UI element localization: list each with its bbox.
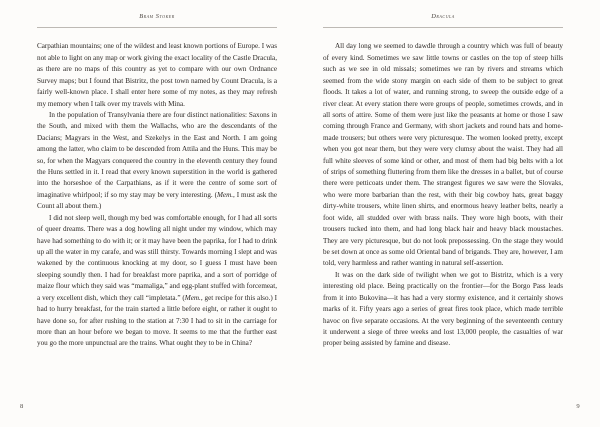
- paragraph: All day long we seemed to dawdle through a country which was full of beauty of every kind. Sometimes we saw little towns or castles on the top of steep hills such as we see in old missals; sometimes we ran by rivers and streams which seemed from the wide stony margin on each side of them to be subject to great floods. It takes a lot of water, and running strong, to sweep the outside edge of a river clear. At every station there were groups of people, sometimes crowds, and in all sorts of attire. Some of them were just like the peasants at home or those I saw coming through France and Germany, with short jackets and round hats and home-made trousers; but others were very picturesque. The women looked pretty, except when you got near them, but they were very clumsy about the waist. They had all full white sleeves of some kind or other, and most of them had big belts with a lot of strips of something fluttering from them like the dresses in a ballet, but of course there were petticoats under them. The strangest figures we saw were the Slovaks, who were more barbarian than the rest, with their big cowboy hats, great baggy dirty-white trousers, white linen shirts, and enormous heavy leather belts, nearly a foot wide, all studded over with brass nails. They wore high boots, with their trousers tucked into them, and had long black hair and heavy black moustaches. They are very picturesque, but do not look prepossessing. On the stage they would be set down at once as some old Oriental band of brigands. They are, however, I am told, very harmless and rather wanting in natural self-assertion.: [323, 42, 563, 268]
- body-text-left: [37, 41, 277, 349]
- paragraph: In the population of Transylvania there are four distinct nationalities: Saxons in the South, and mixed with them the Wallachs, who are the descendants of the Dacians; Magyars in the West, and Szekelys in the East and North. I am going among the latter, who claim to be descended from Attila and the Huns. This may be so, for when the Magyars conquered the country in the eleventh century they found the Huns settled in it. I read that every known superstition in the world is gathered into the horseshoe of the Carpathians, as if it were the centre of some sort of imaginative whirlpool; if so my stay may be very interesting. (Mem., I must ask the Count all about them.): [37, 110, 277, 211]
- page-number-right: 9: [576, 403, 580, 410]
- running-head-left: Bram Stoker: [139, 13, 175, 20]
- body-text-right: [323, 41, 563, 349]
- running-head-right: Dracula: [431, 13, 455, 20]
- paragraph: I did not sleep well, though my bed was comfortable enough, for I had all sorts of queer dreams. There was a dog howling all night under my window, which may have had something to do with it; or it may have been the paprika, for I had to drink up all the water in my carafe, and was still thirsty. Towards morning I slept and was wakened by the continuous knocking at my door, so I guess I must have been sleeping soundly then. I had for breakfast more paprika, and a sort of porridge of maize flour which they said was “mamaliga,” and egg-plant stuffed with forcemeat, a very excellent dish, which they call “impletata.” (Mem., get recipe for this also.) I had to hurry breakfast, for the train started a little before eight, or rather it ought to have done so, for after rushing to the station at 7:30 I had to sit in the carriage for more than an hour before we began to move. It seems to me that the further east you go the more unpunctual are the trains. What ought they to be in China?: [37, 213, 277, 348]
- header-rule-left: [37, 27, 277, 28]
- page-right: [300, 0, 600, 427]
- paragraph: Carpathian mountains; one of the wildest and least known portions of Europe. I was not able to light on any map or work giving the exact locality of the Castle Dracula, as there are no maps of this country as yet to compare with our own Ordnance Survey maps; but I found that Bistritz, the post town named by Count Dracula, is a fairly well-known place. I shall enter here some of my notes, as they may refresh my memory when I talk over my travels with Mina.: [37, 42, 277, 108]
- header-rule-right: [323, 27, 563, 28]
- paragraph: It was on the dark side of twilight when we got to Bistritz, which is a very interesting old place. Being practically on the frontier—for the Borgo Pass leads from it into Bukovina—it has had a very stormy existence, and it certainly shows marks of it. Fifty years ago a series of great fires took place, which made terrible havoc on five separate occasions. At the very beginning of the seventeenth century it underwent a siege of three weeks and lost 13,000 people, the casualties of war proper being assisted by famine and disease.: [323, 270, 563, 348]
- page-number-left: 8: [20, 403, 24, 410]
